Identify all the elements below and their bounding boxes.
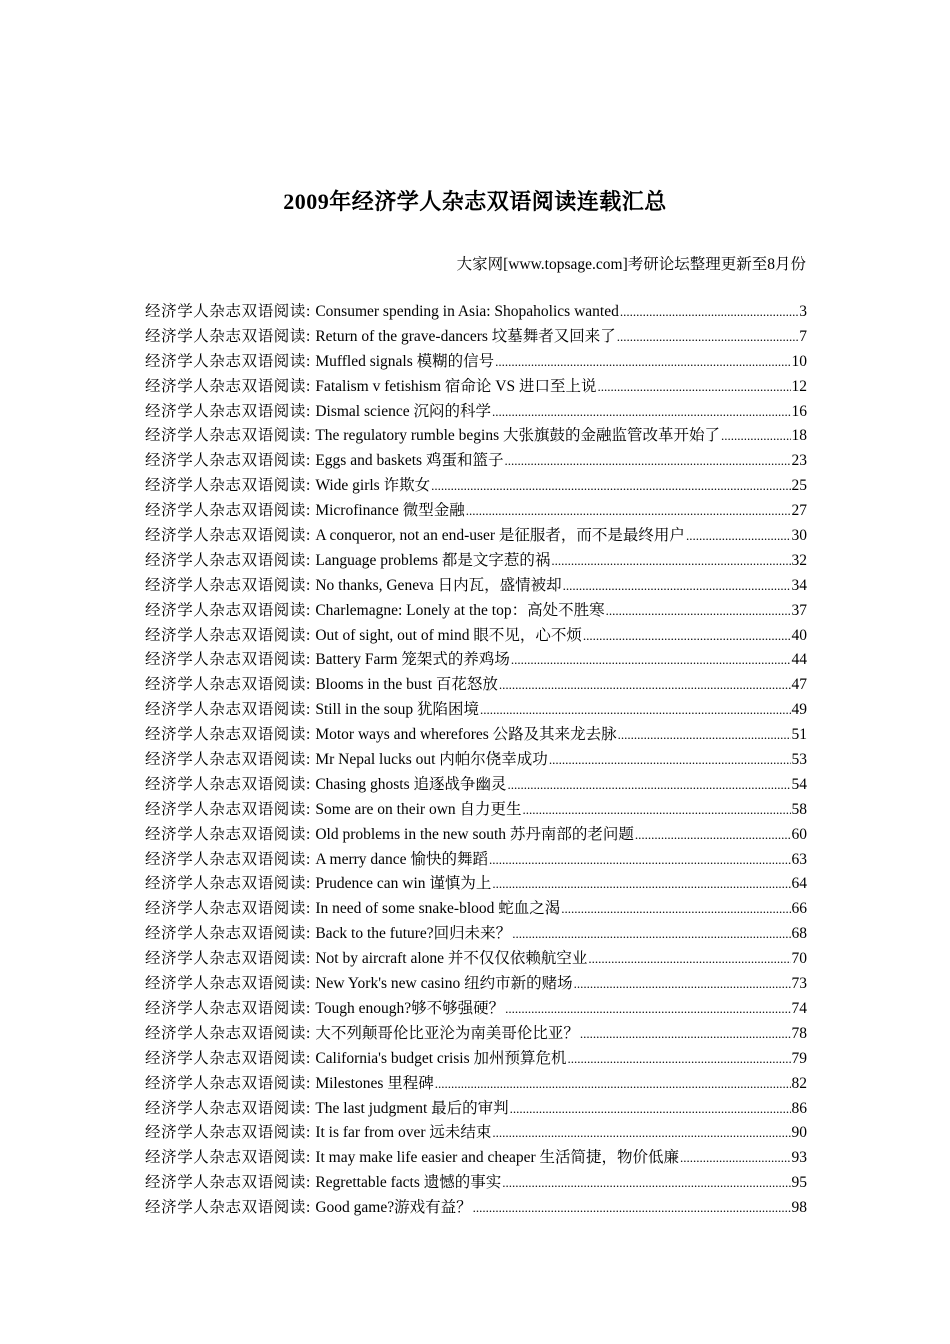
toc-dot-leader [492, 400, 791, 425]
document-subtitle: 大家网[www.topsage.com]考研论坛整理更新至8月份 [456, 256, 806, 273]
toc-entry-page-number[interactable]: 34 [791, 576, 807, 594]
toc-dot-leader [480, 698, 791, 723]
toc-entry-colon: : [306, 1074, 311, 1092]
toc-entry-title[interactable]: Muffled signals 模糊的信号 [315, 352, 495, 370]
toc-entry-title[interactable]: Milestones 里程碑 [315, 1074, 434, 1092]
toc-entry-page-number[interactable]: 3 [799, 303, 807, 320]
toc-entry-prefix: 经济学人杂志双语阅读 [145, 452, 307, 470]
toc-dot-leader [618, 723, 791, 748]
toc-dot-leader [549, 748, 791, 773]
toc-entry-title[interactable]: Mr Nepal lucks out 内帕尔侥幸成功 [315, 751, 548, 769]
toc-entry-prefix: 经济学人杂志双语阅读 [145, 303, 307, 320]
toc-entry-prefix: 经济学人杂志双语阅读 [145, 626, 307, 644]
toc-entry-prefix: 经济学人杂志双语阅读 [145, 377, 307, 395]
toc-entry-colon: : [306, 651, 311, 669]
toc-entry-prefix: 经济学人杂志双语阅读 [145, 352, 307, 370]
toc-entry-prefix: 经济学人杂志双语阅读 [145, 477, 307, 495]
toc-entry[interactable] [145, 624, 807, 649]
toc-entry-colon: : [306, 402, 311, 420]
toc-entry-prefix: 经济学人杂志双语阅读 [145, 925, 307, 943]
toc-entry[interactable] [145, 698, 807, 723]
toc-entry-page-number[interactable]: 79 [791, 1049, 807, 1067]
toc-entry[interactable] [145, 524, 807, 549]
toc-entry-page-number[interactable]: 86 [791, 1099, 807, 1117]
toc-entry-title[interactable]: Still in the soup 犹陷困境 [315, 701, 479, 719]
toc-entry-title[interactable]: Blooms in the bust 百花怒放 [315, 676, 498, 694]
toc-entry-page-number[interactable]: 82 [791, 1074, 807, 1092]
toc-entry-page-number[interactable]: 66 [791, 900, 807, 918]
toc-dot-leader [635, 823, 791, 848]
toc-entry-title[interactable]: Consumer spending in Asia: Shopaholics wanted [315, 303, 619, 320]
toc-dot-leader [466, 499, 791, 524]
toc-entry-title[interactable]: In need of some snake-blood 蛇血之渴 [315, 900, 561, 918]
toc-entry-colon: : [306, 377, 311, 395]
toc-entry-colon: : [306, 626, 311, 644]
toc-dot-leader [510, 1097, 791, 1122]
toc-entry-page-number[interactable]: 18 [791, 427, 807, 445]
toc-entry-prefix: 经济学人杂志双语阅读 [145, 975, 307, 993]
toc-entry-page-number[interactable]: 40 [791, 626, 807, 644]
toc-entry-colon: : [306, 850, 311, 868]
toc-entry-colon: : [306, 352, 311, 370]
toc-entry-title[interactable]: Out of sight, out of mind 眼不见，心不烦 [315, 626, 582, 644]
toc-entry-page-number[interactable]: 98 [791, 1199, 807, 1217]
toc-entry-prefix: 经济学人杂志双语阅读 [145, 1149, 307, 1167]
toc-entry[interactable] [145, 400, 807, 425]
toc-entry[interactable] [145, 449, 807, 474]
toc-dot-leader [580, 1022, 791, 1047]
toc-entry[interactable] [145, 375, 807, 400]
toc-entry-prefix: 经济学人杂志双语阅读 [145, 1049, 307, 1067]
toc-entry-colon: : [306, 576, 311, 594]
toc-dot-leader [551, 549, 790, 574]
toc-dot-leader [499, 673, 791, 698]
toc-dot-leader [574, 972, 791, 997]
toc-dot-leader [583, 624, 791, 649]
toc-entry-page-number[interactable]: 74 [791, 999, 807, 1017]
toc-dot-leader [563, 574, 791, 599]
toc-entry-page-number[interactable]: 32 [791, 551, 807, 569]
toc-entry[interactable] [145, 872, 807, 897]
toc-dot-leader [492, 872, 790, 897]
toc-dot-leader [502, 1171, 790, 1196]
toc-entry-prefix: 经济学人杂志双语阅读 [145, 1124, 307, 1142]
toc-entry-title[interactable]: Motor ways and wherefores 公路及其来龙去脉 [315, 726, 617, 744]
toc-entry-colon: : [306, 527, 311, 545]
toc-dot-leader [588, 947, 790, 972]
toc-entry-colon: : [306, 900, 311, 918]
toc-entry[interactable] [145, 599, 807, 624]
toc-entry[interactable] [145, 549, 807, 574]
toc-entry-colon: : [306, 1124, 311, 1142]
toc-entry-title[interactable]: Old problems in the new south 苏丹南部的老问题 [315, 825, 634, 843]
toc-entry[interactable] [145, 1146, 807, 1171]
toc-entry-title[interactable]: Battery Farm 笼架式的养鸡场 [315, 651, 510, 669]
toc-entry-page-number[interactable]: 12 [791, 377, 807, 395]
toc-entry-page-number[interactable]: 58 [791, 800, 807, 818]
toc-entry[interactable] [145, 823, 807, 848]
toc-dot-leader [492, 1121, 790, 1146]
toc-entry-page-number[interactable]: 7 [799, 327, 807, 345]
toc-entry-title[interactable]: California's budget crisis 加州预算危机 [315, 1049, 567, 1067]
toc-entry[interactable] [145, 1022, 807, 1047]
toc-entry[interactable] [145, 499, 807, 524]
toc-entry-colon: : [306, 975, 311, 993]
toc-entry-prefix: 经济学人杂志双语阅读 [145, 850, 307, 868]
toc-dot-leader [561, 897, 790, 922]
toc-entry-title[interactable]: Not by aircraft alone 并不仅仅依赖航空业 [315, 950, 588, 968]
toc-entry-page-number[interactable]: 64 [791, 875, 807, 893]
toc-entry-prefix: 经济学人杂志双语阅读 [145, 825, 307, 843]
toc-entry-title[interactable]: Fatalism v fetishism 宿命论 VS 进口至上说 [315, 377, 597, 395]
toc-entry-prefix: 经济学人杂志双语阅读 [145, 402, 307, 420]
toc-entry-page-number[interactable]: 47 [791, 676, 807, 694]
toc-entry-colon: : [306, 726, 311, 744]
toc-entry[interactable] [145, 1072, 807, 1097]
toc-dot-leader [508, 773, 791, 798]
toc-entry-prefix: 经济学人杂志双语阅读 [145, 900, 307, 918]
toc-entry-page-number[interactable]: 60 [791, 825, 807, 843]
toc-entry[interactable] [145, 848, 807, 873]
toc-entry[interactable] [145, 673, 807, 698]
toc-entry-title[interactable]: Return of the grave-dancers 坟墓舞者又回来了 [315, 327, 616, 345]
toc-entry-prefix: 经济学人杂志双语阅读 [145, 502, 307, 520]
toc-entry-title[interactable]: Wide girls 诈欺女 [315, 477, 431, 495]
toc-entry-prefix: 经济学人杂志双语阅读 [145, 1199, 307, 1217]
toc-entry-prefix: 经济学人杂志双语阅读 [145, 701, 307, 719]
toc-entry-page-number[interactable]: 63 [791, 850, 807, 868]
toc-entry-prefix: 经济学人杂志双语阅读 [145, 950, 307, 968]
toc-entry[interactable] [145, 723, 807, 748]
toc-entry-page-number[interactable]: 49 [791, 701, 807, 719]
toc-entry-page-number[interactable]: 53 [791, 751, 807, 769]
toc-entry-title[interactable]: It is far from over 远未结束 [315, 1124, 492, 1142]
toc-entry-colon: : [306, 751, 311, 769]
toc-entry-title[interactable]: Chasing ghosts 追逐战争幽灵 [315, 775, 507, 793]
toc-entry-prefix: 经济学人杂志双语阅读 [145, 651, 307, 669]
toc-entry-page-number[interactable]: 25 [791, 477, 807, 495]
toc-entry-title[interactable]: New York's new casino 纽约市新的赌场 [315, 975, 573, 993]
toc-entry[interactable] [145, 997, 807, 1022]
toc-entry-prefix: 经济学人杂志双语阅读 [145, 1074, 307, 1092]
toc-entry-title[interactable]: No thanks, Geneva 日内瓦，盛情被却 [315, 576, 562, 594]
toc-dot-leader [617, 325, 798, 350]
toc-entry-page-number[interactable]: 23 [791, 452, 807, 470]
toc-entry[interactable] [145, 424, 807, 449]
toc-entry-title[interactable]: It may make life easier and cheaper 生活简捷，物价低廉 [315, 1149, 680, 1167]
table-of-contents [145, 300, 807, 1221]
toc-dot-leader [473, 1196, 791, 1221]
toc-entry[interactable] [145, 897, 807, 922]
toc-entry-colon: : [306, 999, 311, 1017]
toc-entry[interactable] [145, 748, 807, 773]
toc-entry-page-number[interactable]: 73 [791, 975, 807, 993]
toc-entry-prefix: 经济学人杂志双语阅读 [145, 775, 307, 793]
toc-entry[interactable] [145, 947, 807, 972]
toc-entry-title[interactable]: Dismal science 沉闷的科学 [315, 402, 491, 420]
toc-dot-leader [598, 375, 791, 400]
toc-entry-prefix: 经济学人杂志双语阅读 [145, 751, 307, 769]
toc-entry[interactable] [145, 1121, 807, 1146]
toc-entry[interactable] [145, 922, 807, 947]
toc-dot-leader [504, 449, 790, 474]
toc-dot-leader [606, 599, 791, 624]
toc-entry-prefix: 经济学人杂志双语阅读 [145, 1174, 307, 1192]
toc-entry-colon: : [306, 925, 311, 943]
toc-entry-colon: : [306, 502, 311, 520]
toc-entry-colon: : [306, 676, 311, 694]
toc-dot-leader [489, 848, 791, 873]
toc-entry-colon: : [306, 1174, 311, 1192]
toc-entry-colon: : [306, 303, 311, 320]
toc-entry-page-number[interactable]: 68 [791, 925, 807, 943]
toc-entry-colon: : [306, 825, 311, 843]
toc-entry-page-number[interactable]: 10 [791, 352, 807, 370]
toc-entry-page-number[interactable]: 78 [791, 1024, 807, 1042]
toc-entry-colon: : [306, 950, 311, 968]
toc-entry-colon: : [306, 1149, 311, 1167]
toc-entry[interactable] [145, 1097, 807, 1122]
toc-entry-page-number[interactable]: 30 [791, 527, 807, 545]
toc-dot-leader [620, 300, 798, 325]
toc-dot-leader [505, 997, 790, 1022]
toc-entry-title[interactable]: The last judgment 最后的审判 [315, 1099, 509, 1117]
toc-entry[interactable] [145, 574, 807, 599]
toc-dot-leader [680, 1146, 790, 1171]
toc-entry-prefix: 经济学人杂志双语阅读 [145, 527, 307, 545]
toc-entry-colon: : [306, 875, 311, 893]
toc-dot-leader [686, 524, 791, 549]
toc-entry-page-number[interactable]: 44 [791, 651, 807, 669]
toc-entry-colon: : [306, 601, 311, 619]
toc-entry-page-number[interactable]: 51 [791, 726, 807, 744]
toc-entry[interactable] [145, 648, 807, 673]
toc-entry-prefix: 经济学人杂志双语阅读 [145, 327, 307, 345]
toc-entry-page-number[interactable]: 27 [791, 502, 807, 520]
toc-entry[interactable] [145, 1171, 807, 1196]
toc-entry[interactable] [145, 972, 807, 997]
toc-entry-prefix: 经济学人杂志双语阅读 [145, 676, 307, 694]
toc-entry-title[interactable]: A merry dance 愉快的舞蹈 [315, 850, 488, 868]
toc-entry-title[interactable]: Regrettable facts 遗憾的事实 [315, 1174, 502, 1192]
toc-dot-leader [512, 922, 790, 947]
toc-entry-colon: : [306, 701, 311, 719]
toc-entry-colon: : [306, 800, 311, 818]
toc-entry-prefix: 经济学人杂志双语阅读 [145, 551, 307, 569]
toc-entry-prefix: 经济学人杂志双语阅读 [145, 427, 307, 445]
toc-entry-page-number[interactable]: 37 [791, 601, 807, 619]
toc-entry-title[interactable]: Prudence can win 谨慎为上 [315, 875, 492, 893]
toc-entry-title[interactable]: Language problems 都是文字惹的祸 [315, 551, 551, 569]
toc-entry-prefix: 经济学人杂志双语阅读 [145, 576, 307, 594]
toc-entry-colon: : [306, 327, 311, 345]
document-title: 2009年经济学人杂志双语阅读连载汇总 [283, 189, 667, 214]
toc-dot-leader [495, 350, 790, 375]
toc-dot-leader [431, 474, 790, 499]
toc-entry-page-number[interactable]: 95 [791, 1174, 807, 1192]
toc-entry-title[interactable]: Tough enough?够不够强硬？ [315, 999, 505, 1017]
toc-entry[interactable] [145, 300, 807, 325]
toc-entry-colon: : [306, 1049, 311, 1067]
toc-dot-leader [568, 1047, 791, 1072]
toc-entry-title[interactable]: The regulatory rumble begins 大张旗鼓的金融监管改革开始了 [315, 427, 720, 445]
toc-entry-colon: : [306, 452, 311, 470]
toc-dot-leader [435, 1072, 791, 1097]
toc-entry-prefix: 经济学人杂志双语阅读 [145, 875, 307, 893]
toc-entry-colon: : [306, 1024, 311, 1042]
toc-entry[interactable] [145, 474, 807, 499]
toc-entry-title[interactable]: Charlemagne: Lonely at the top：高处不胜寒 [315, 601, 605, 619]
toc-entry-colon: : [306, 551, 311, 569]
toc-entry-prefix: 经济学人杂志双语阅读 [145, 800, 307, 818]
toc-entry-page-number[interactable]: 70 [791, 950, 807, 968]
toc-entry-prefix: 经济学人杂志双语阅读 [145, 1099, 307, 1117]
toc-entry-page-number[interactable]: 54 [791, 775, 807, 793]
toc-entry-colon: : [306, 775, 311, 793]
toc-entry-colon: : [306, 1199, 311, 1217]
toc-entry-title[interactable]: A conqueror, not an end-user 是征服者，而不是最终用户 [315, 527, 685, 545]
toc-entry-colon: : [306, 477, 311, 495]
toc-entry-title[interactable]: Good game?游戏有益？ [315, 1199, 472, 1217]
toc-entry-page-number[interactable]: 93 [791, 1149, 807, 1167]
toc-entry-title[interactable]: Eggs and baskets 鸡蛋和篮子 [315, 452, 504, 470]
toc-dot-leader [511, 648, 791, 673]
toc-dot-leader [721, 424, 791, 449]
toc-entry-colon: : [306, 427, 311, 445]
toc-entry-colon: : [306, 1099, 311, 1117]
toc-entry-prefix: 经济学人杂志双语阅读 [145, 726, 307, 744]
toc-entry-title[interactable]: 大不列颠哥伦比亚沦为南美哥伦比亚？ [315, 1024, 579, 1042]
toc-entry-prefix: 经济学人杂志双语阅读 [145, 601, 307, 619]
toc-entry-title[interactable]: Microfinance 微型金融 [315, 502, 465, 520]
toc-entry-prefix: 经济学人杂志双语阅读 [145, 999, 307, 1017]
toc-entry-page-number[interactable]: 16 [791, 402, 807, 420]
toc-entry[interactable] [145, 798, 807, 823]
toc-dot-leader [523, 798, 791, 823]
toc-entry-prefix: 经济学人杂志双语阅读 [145, 1024, 307, 1042]
toc-entry[interactable] [145, 325, 807, 350]
toc-entry-title[interactable]: Back to the future?回归未来？ [315, 925, 512, 943]
toc-entry-title[interactable]: Some are on their own 自力更生 [315, 800, 522, 818]
toc-entry[interactable] [145, 350, 807, 375]
toc-entry[interactable] [145, 1196, 807, 1221]
toc-entry[interactable] [145, 1047, 807, 1072]
toc-entry[interactable] [145, 773, 807, 798]
toc-entry-page-number[interactable]: 90 [791, 1124, 807, 1142]
